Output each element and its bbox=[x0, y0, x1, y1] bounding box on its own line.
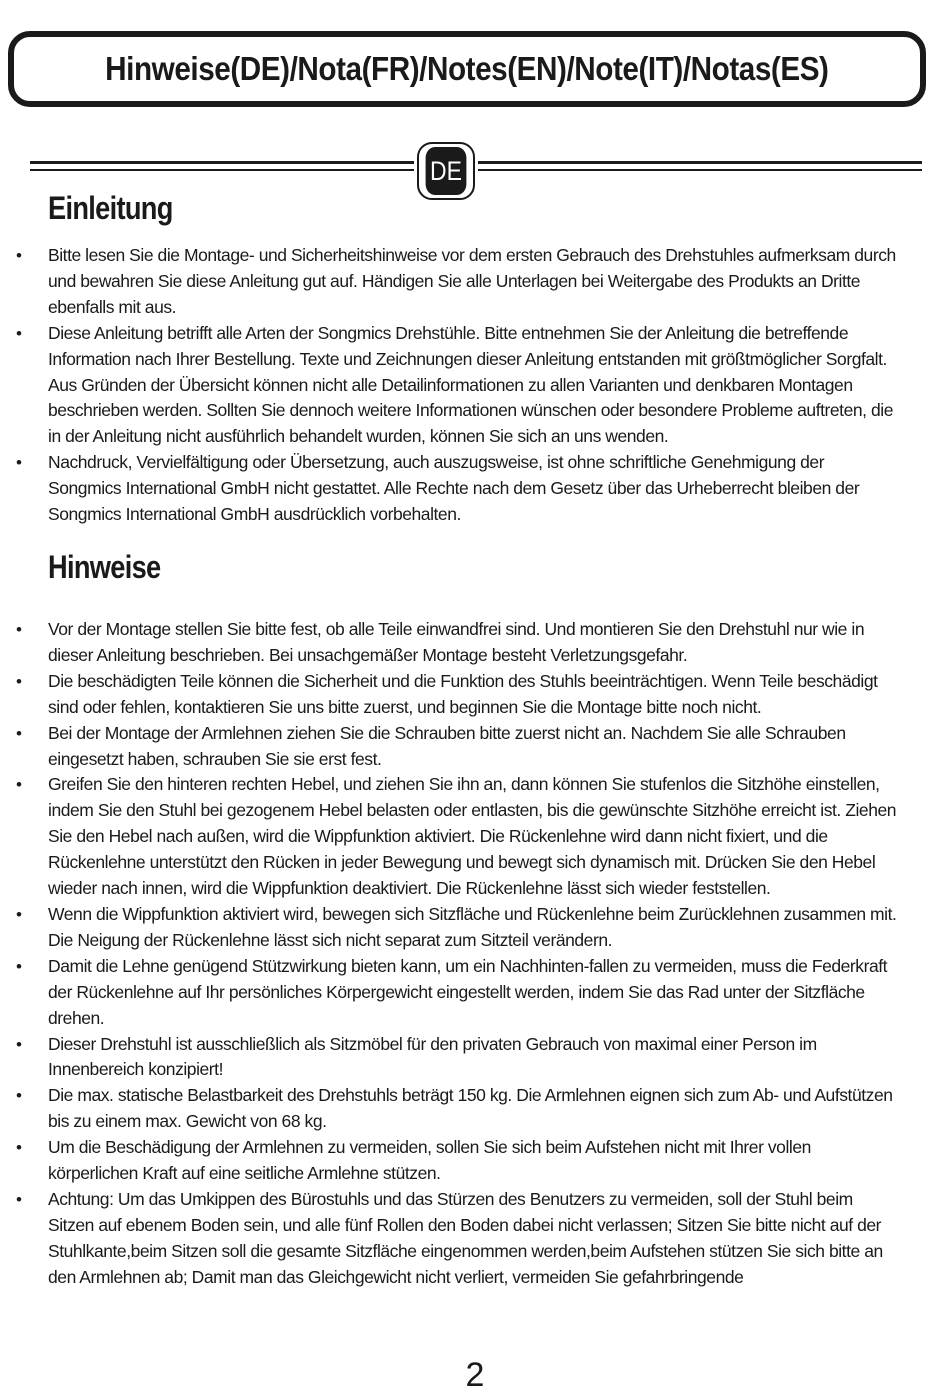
list-item-text: Nachdruck, Vervielfältigung oder Übersetzung, auch auszugsweise, ist ohne schriftliche Genehmigung der Songmics International GmbH nicht gestattet. Alle Rechte nach dem Gesetz über das Urheberrecht bleiben der Songmics International GmbH ausdrücklich vorbehalten. bbox=[48, 452, 860, 525]
list-item bbox=[0, 321, 900, 451]
list-item-text: Vor der Montage stellen Sie bitte fest, ob alle Teile einwandfrei sind. Und montieren Sie den Drehstuhl nur wie in dieser Anleitung beschrieben. Bei unsachgemäßer Montage besteht Verletzungsgefahr. bbox=[48, 619, 865, 665]
divider-left bbox=[30, 161, 414, 171]
list-item-text: Achtung: Um das Umkippen des Bürostuhls und das Stürzen des Benutzers zu vermeiden, soll der Stuhl beim Sitzen auf ebenem Boden sein, und alle fünf Rollen den Boden dabei nicht verlassen; Sitzen Sie bitte nicht auf der Stuhlkante,beim Sitzen soll die gesamte Sitzfläche eingenommen werden,beim Aufstehen stützen Sie sich bitte an den Armlehnen ab; Damit man das Gleichgewicht nicht verliert, vermeiden Sie gefahrbringende bbox=[48, 1188, 883, 1287]
list-item-text: Die max. statische Belastbarkeit des Drehstuhls beträgt 150 kg. Die Armlehnen eignen sich zum Ab- und Aufstützen bis zu einem max. Gewicht von 68 kg. bbox=[48, 1085, 893, 1132]
section-heading-einleitung: Einleitung bbox=[48, 190, 173, 226]
title-box bbox=[8, 31, 926, 107]
bullet-icon: • bbox=[16, 246, 22, 265]
bullet-icon: • bbox=[16, 1189, 22, 1209]
list-item bbox=[0, 954, 900, 1032]
list-item-text: Um die Beschädigung der Armlehnen zu vermeiden, sollen Sie sich beim Aufstehen nicht mit Ihrer vollen körperlichen Kraft auf eine seitliche Armlehne stützen. bbox=[48, 1137, 811, 1184]
page-title: Hinweise(DE)/Nota(FR)/Notes(EN)/Note(IT)/Notas(ES) bbox=[105, 50, 829, 87]
list-item-text: Die beschädigten Teile können die Sicherheit und die Funktion des Stuhls beeinträchtigen. Wenn Teile beschädigt sind oder fehlen, kontaktieren Sie uns bitte zuerst, und beginnen Sie die Montage bitte noch nicht. bbox=[48, 670, 878, 717]
bullet-icon: • bbox=[16, 620, 22, 639]
bullet-icon: • bbox=[16, 1034, 22, 1054]
list-item bbox=[0, 1083, 900, 1135]
bullet-icon: • bbox=[16, 453, 22, 473]
bullet-icon: • bbox=[16, 775, 22, 795]
bullet-icon: • bbox=[16, 723, 22, 743]
list-item bbox=[0, 669, 900, 721]
list-item-text: Damit die Lehne genügend Stützwirkung bieten kann, um ein Nachhinten-fallen zu vermeiden, muss die Federkraft der Rückenlehne auf Ihr persönliches Körpergewicht eingestellt werden, indem Sie das Rad unter der Sitzfläche drehen. bbox=[48, 955, 888, 1028]
list-item-text: Dieser Drehstuhl ist ausschließlich als Sitzmöbel für den privaten Gebrauch von maximal einer Person im Innenbereich konzipiert! bbox=[48, 1033, 817, 1080]
list-item-text: Bitte lesen Sie die Montage- und Sicherheitshinweise vor dem ersten Gebrauch des Drehstuhles aufmerksam durch und bewahren Sie diese Anleitung gut auf. Händigen Sie alle Unterlagen bei Weitergabe des Produkts an Dritte ebenfalls mit aus. bbox=[48, 245, 896, 317]
bullet-icon: • bbox=[16, 323, 22, 343]
list-item bbox=[0, 902, 900, 954]
section-heading-hinweise: Hinweise bbox=[48, 549, 161, 585]
list-item-text: Bei der Montage der Armlehnen ziehen Sie die Schrauben bitte zuerst nicht an. Nachdem Sie alle Schrauben eingesetzt haben, schrauben Sie sie erst fest. bbox=[48, 722, 846, 769]
list-item bbox=[0, 617, 900, 669]
divider-right bbox=[478, 161, 922, 171]
hinweise-list bbox=[0, 617, 950, 1291]
list-item-text: Wenn die Wippfunktion aktiviert wird, bewegen sich Sitzfläche und Rückenlehne beim Zurücklehnen zusammen mit. Die Neigung der Rückenlehne lässt sich nicht separat zum Sitzteil verändern. bbox=[48, 903, 897, 950]
list-item bbox=[0, 450, 900, 528]
language-badge bbox=[417, 142, 475, 200]
list-item bbox=[0, 243, 900, 321]
einleitung-list bbox=[0, 243, 950, 528]
bullet-icon: • bbox=[16, 956, 22, 976]
list-item bbox=[0, 1187, 900, 1291]
page-number: 2 bbox=[465, 1356, 485, 1394]
language-badge-label: DE bbox=[426, 147, 467, 195]
bullet-icon: • bbox=[16, 1086, 22, 1106]
list-item bbox=[0, 772, 900, 902]
list-item bbox=[0, 1032, 900, 1084]
list-item bbox=[0, 721, 900, 773]
list-item-text: Greifen Sie den hinteren rechten Hebel, und ziehen Sie ihn an, dann können Sie stufenlos die Sitzhöhe einstellen, indem Sie den Stuhl bei gezogenem Hebel belasten oder entlasten, bis die gewünschte Sitzhöhe erreicht ist. Ziehen Sie den Hebel nach außen, wird die Wippfunktion aktiviert. Die Rückenlehne wird dann nicht fixiert, und die Rückenlehne unterstützt den Rücken in jeder Bewegung und bewegt sich dynamisch mit. Drücken Sie den Hebel wieder nach innen, wird die Wippfunktion deaktiviert. Die Rückenlehne lässt sich wieder feststellen. bbox=[48, 774, 897, 899]
bullet-icon: • bbox=[16, 904, 22, 924]
bullet-icon: • bbox=[16, 1138, 22, 1158]
list-item bbox=[0, 1135, 900, 1187]
bullet-icon: • bbox=[16, 671, 22, 691]
list-item-text: Diese Anleitung betrifft alle Arten der Songmics Drehstühle. Bitte entnehmen Sie der Anleitung die betreffende Information nach Ihrer Bestellung. Texte und Zeichnungen dieser Anleitung entstanden mit größtmöglicher Sorgfalt. Aus Gründen der Übersicht können nicht alle Detailinformationen zu allen Varianten und denkbaren Montagen beschrieben werden. Sollten Sie dennoch weitere Informationen wünschen oder besondere Probleme auftreten, die in der Anleitung nicht ausführlich behandelt wurden, können Sie sich an uns wenden. bbox=[48, 322, 893, 447]
